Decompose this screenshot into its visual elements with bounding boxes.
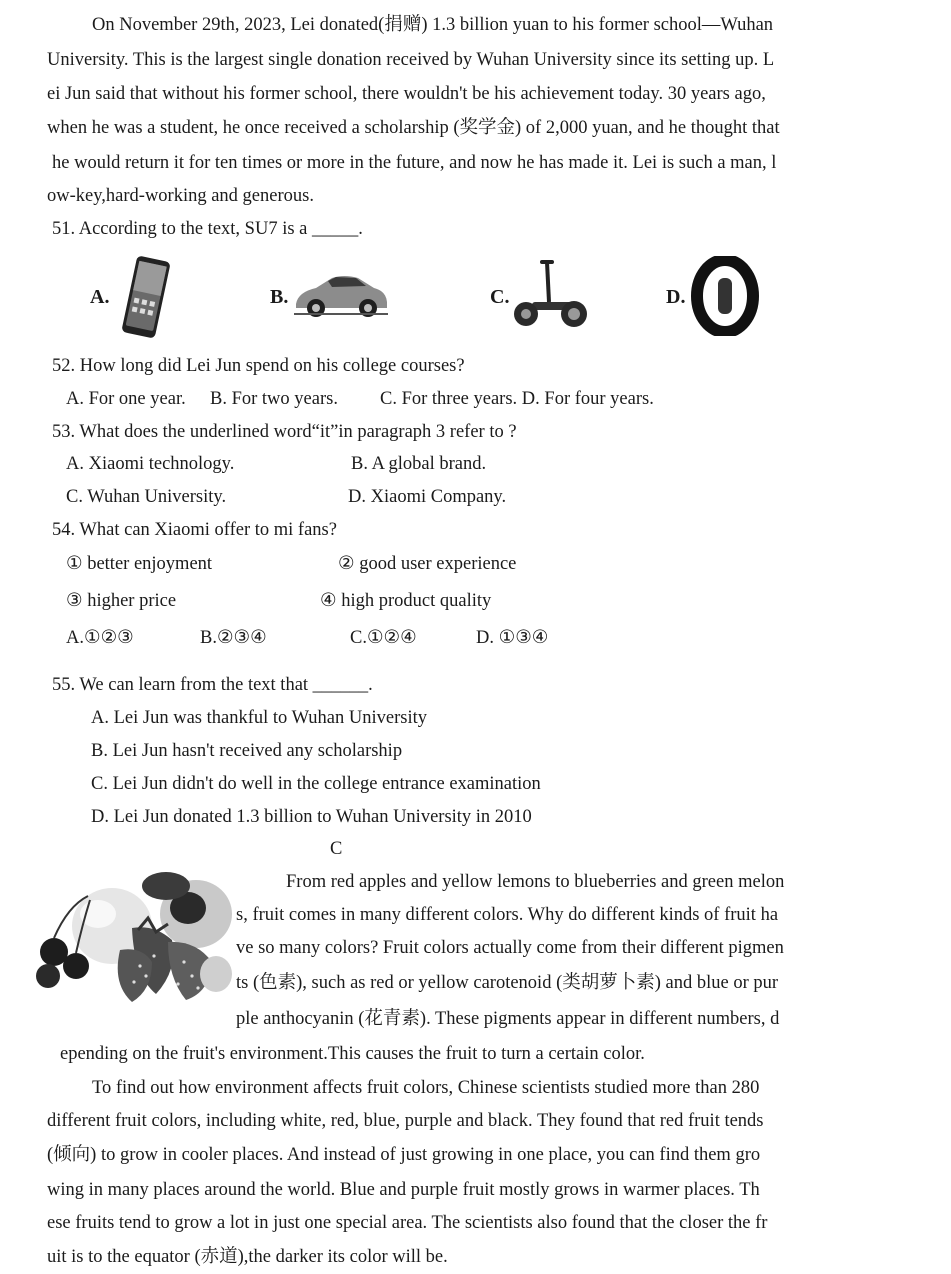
q51-option-b-label: B. [270, 286, 289, 308]
section-heading-c: C [330, 839, 343, 859]
fruit-photo [28, 866, 238, 1004]
question-54-stem: 54. What can Xiaomi offer to mi fans? [52, 520, 337, 540]
q51-option-a-label: A. [90, 286, 110, 308]
q53-option: C. Wuhan University. [66, 487, 227, 507]
passage-line: s, fruit comes in many different colors. Why do different kinds of fruit ha [236, 905, 779, 925]
q51-option-d-label: D. [666, 286, 686, 308]
smartphone-icon [115, 254, 177, 340]
passage-line: ei Jun said that without his former school, there wouldn't be his achievement today. 30 years ago, [47, 84, 766, 104]
q55-option: C. Lei Jun didn't do well in the college entrance examination [91, 774, 541, 794]
smart-band-icon [690, 256, 760, 336]
passage-line: ve so many colors? Fruit colors actually come from their different pigmen [236, 938, 784, 958]
passage-line: University. This is the largest single donation received by Wuhan University since its setting up. L [47, 50, 775, 70]
question-51-stem: 51. According to the text, SU7 is a _____. [52, 219, 363, 239]
car-icon [292, 268, 390, 320]
self-balancing-scooter-icon [512, 256, 590, 334]
passage-line: (倾向) to grow in cooler places. And instead of just growing in one place, you can find them gro [47, 1145, 761, 1165]
passage-line: On November 29th, 2023, Lei donated(捐赠) 1.3 billion yuan to his former school—Wuhan [92, 15, 774, 35]
q54-item: ② good user experience [338, 554, 517, 574]
passage-line: uit is to the equator (赤道),the darker its color will be. [47, 1247, 448, 1267]
q54-item: ④ high product quality [320, 591, 492, 611]
passage-line: wing in many places around the world. Blue and purple fruit mostly grows in warmer places. Th [47, 1180, 760, 1200]
q54-option: A.①②③ [66, 628, 134, 648]
q55-option: B. Lei Jun hasn't received any scholarship [91, 741, 403, 761]
passage-line: he would return it for ten times or more in the future, and now he has made it. Lei is such a man, l [52, 153, 777, 173]
q51-option-c-label: C. [490, 286, 510, 308]
passage-line: ese fruits tend to grow a lot in just one special area. The scientists also found that the closer the fr [47, 1213, 768, 1233]
q54-item: ③ higher price [66, 591, 177, 611]
q55-option: A. Lei Jun was thankful to Wuhan University [91, 708, 427, 728]
question-55-stem: 55. We can learn from the text that ______. [52, 675, 373, 695]
passage-line: different fruit colors, including white, red, blue, purple and black. They found that red fruit tends [47, 1111, 764, 1131]
passage-line: epending on the fruit's environment.This causes the fruit to turn a certain color. [60, 1044, 645, 1064]
q53-option: A. Xiaomi technology. [66, 454, 235, 474]
q52-option: C. For three years. D. For four years. [380, 389, 654, 409]
passage-line: ts (色素), such as red or yellow carotenoid (类胡萝卜素) and blue or pur [236, 973, 779, 993]
question-52-stem: 52. How long did Lei Jun spend on his college courses? [52, 356, 465, 376]
passage-line: ow-key,hard-working and generous. [47, 186, 314, 206]
q53-option: B. A global brand. [351, 454, 487, 474]
q55-option: D. Lei Jun donated 1.3 billion to Wuhan University in 2010 [91, 807, 532, 827]
q53-option: D. Xiaomi Company. [348, 487, 507, 507]
q54-option: B.②③④ [200, 628, 267, 648]
q52-option: B. For two years. [210, 389, 338, 409]
question-53-stem: 53. What does the underlined word“it”in paragraph 3 refer to ? [52, 422, 517, 442]
passage-line: To find out how environment affects fruit colors, Chinese scientists studied more than 280 [92, 1078, 760, 1098]
q52-option: A. For one year. [66, 389, 186, 409]
q54-option: D. ①③④ [476, 628, 549, 648]
passage-line: ple anthocyanin (花青素). These pigments appear in different numbers, d [236, 1009, 780, 1029]
q54-option: C.①②④ [350, 628, 417, 648]
q54-item: ① better enjoyment [66, 554, 213, 574]
passage-line: when he was a student, he once received a scholarship (奖学金) of 2,000 yuan, and he thought that [47, 118, 780, 138]
passage-line: From red apples and yellow lemons to blueberries and green melon [286, 872, 785, 892]
